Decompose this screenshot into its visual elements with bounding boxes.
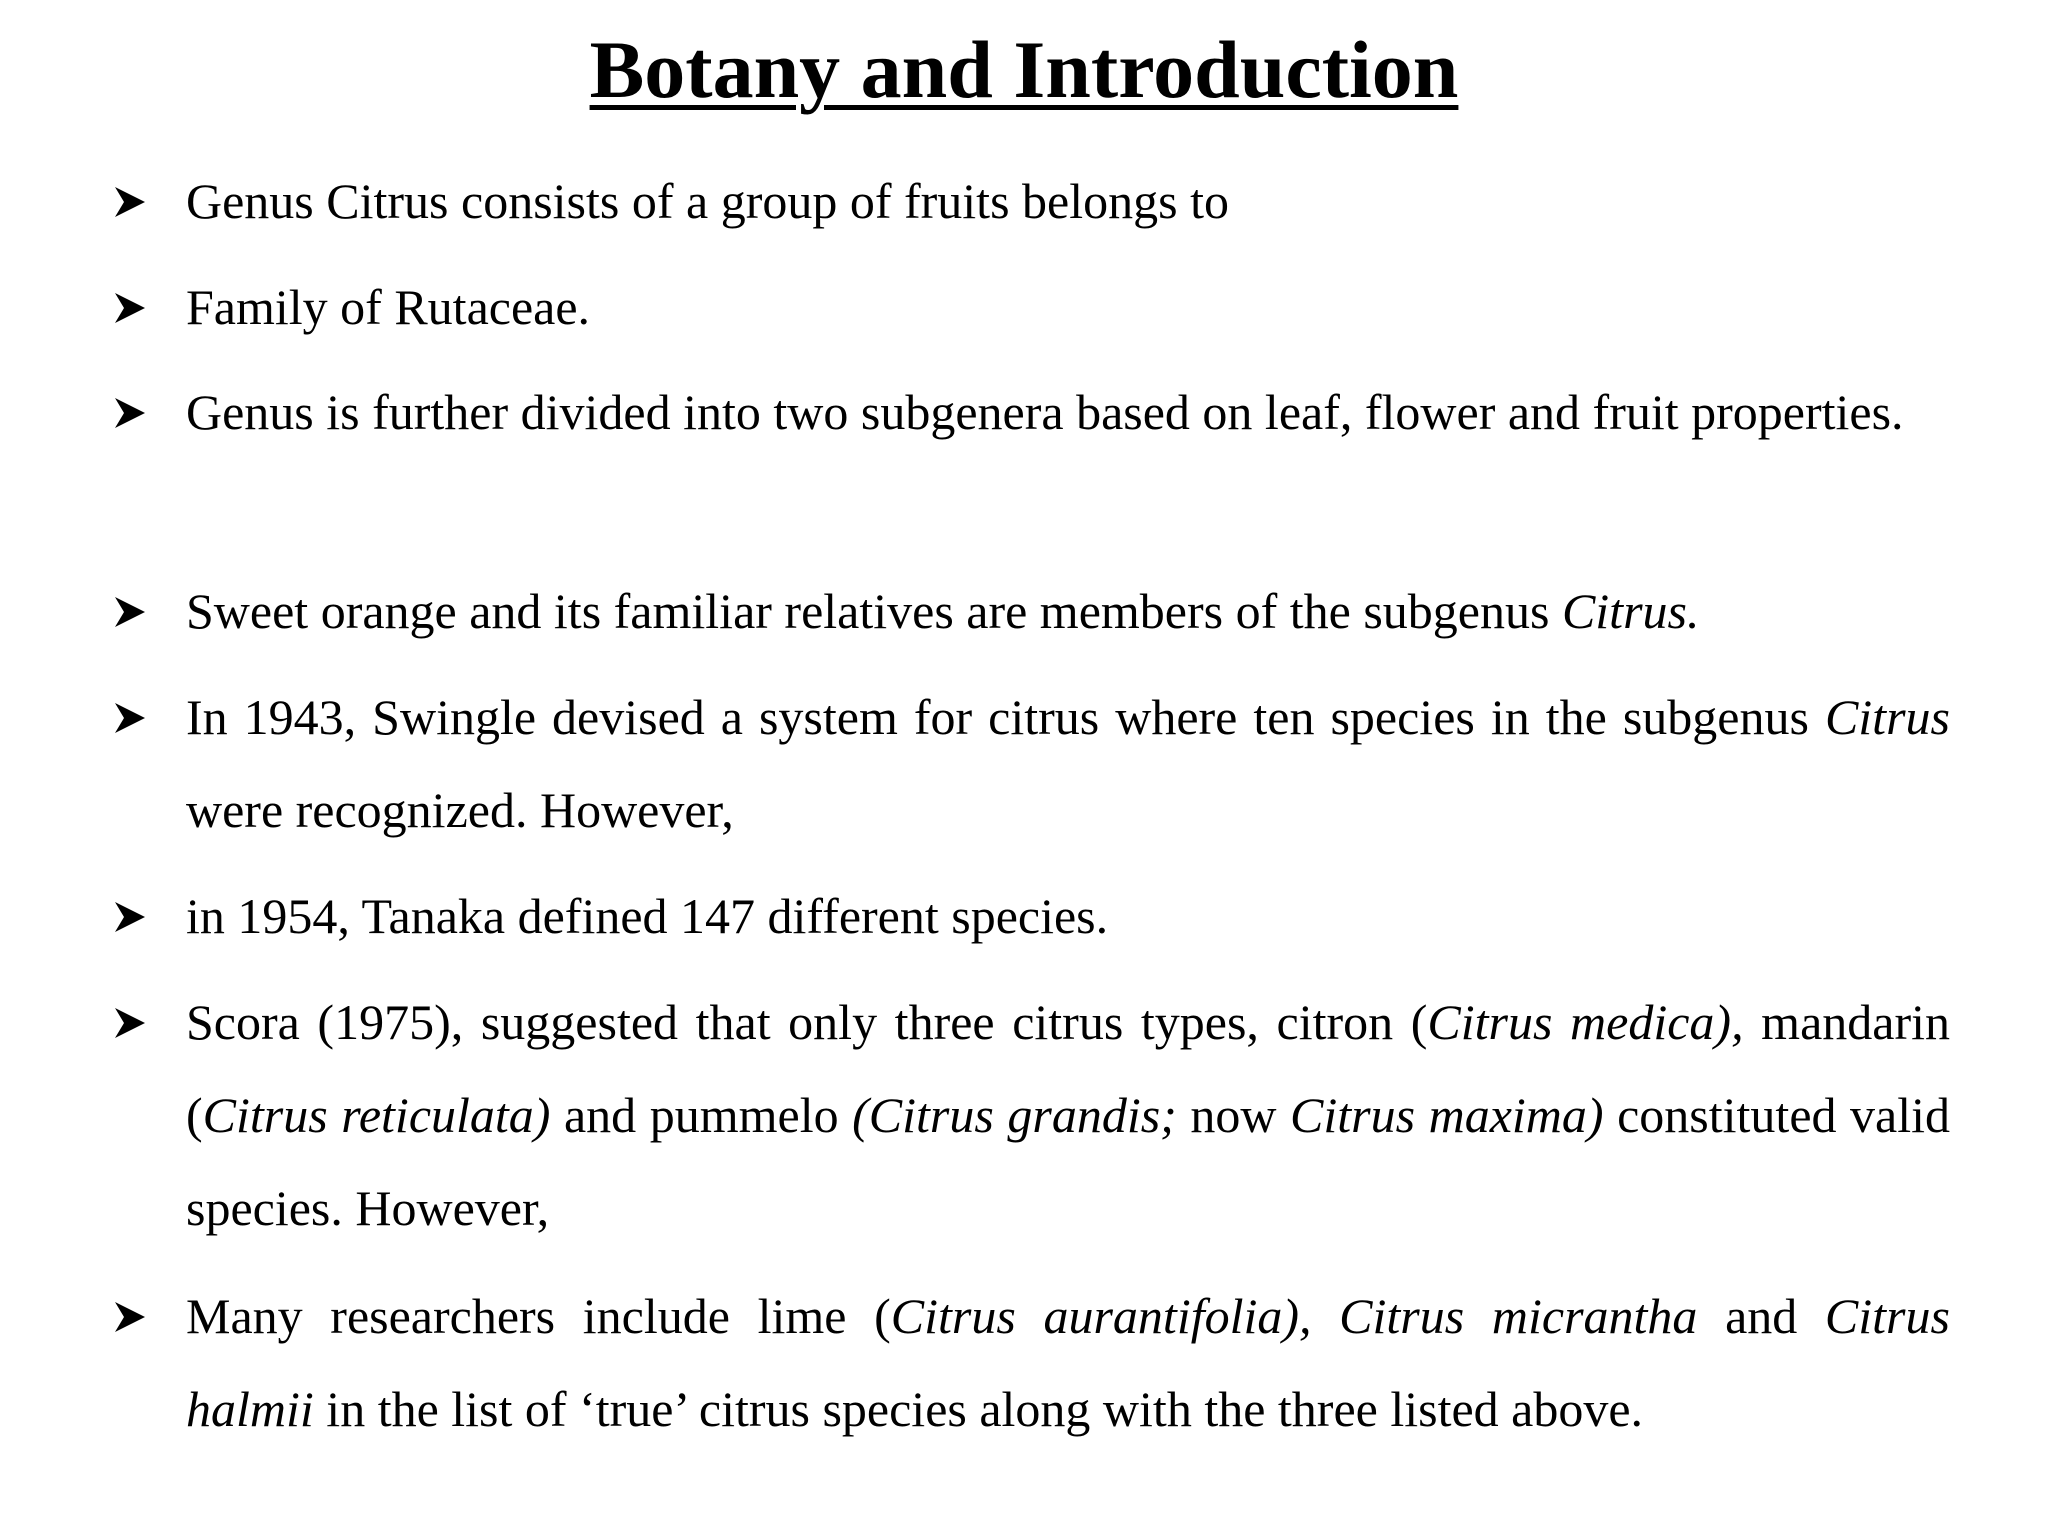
bullet-text (186, 155, 1950, 248)
text-run: were recognized. However, (186, 782, 734, 838)
text-run: Genus is further divided into two subgenera based on leaf, flower and fruit properties. (186, 384, 1904, 440)
italic-text-run: Citrus medica), (1427, 994, 1744, 1050)
text-run: in the list of ‘true’ citrus species along with the three listed above. (313, 1381, 1644, 1437)
text-run: constituted valid species. However, (186, 1087, 1951, 1236)
italic-text-run: Citrus reticulata) (202, 1087, 551, 1143)
italic-text-run: Citrus. (1561, 583, 1700, 639)
text-run: Many researchers include lime ( (186, 1288, 891, 1344)
text-run: in 1954, Tanaka defined 147 different species. (186, 888, 1109, 944)
text-run: Sweet orange and its familiar relatives are members of the subgenus (186, 583, 1562, 639)
bullet-text (186, 870, 1950, 963)
italic-text-run: Citrus (1824, 689, 1950, 745)
bullet-text (186, 671, 1950, 857)
arrowhead-bullet-icon (110, 366, 150, 459)
italic-text-run: (Citrus grandis; (852, 1087, 1177, 1143)
text-run: and (1697, 1288, 1825, 1344)
bullet-text (186, 976, 1950, 1255)
arrowhead-bullet-icon (110, 870, 150, 963)
text-run: Scora (1975), suggested that only three citrus types, citron ( (186, 994, 1428, 1050)
arrowhead-bullet-icon (110, 565, 150, 658)
arrowhead-bullet-icon (110, 155, 150, 248)
text-run: Family of Rutaceae. (186, 279, 591, 335)
text-run: now (1176, 1087, 1291, 1143)
bullet-text (186, 261, 1950, 354)
text-run: In 1943, Swingle devised a system for citrus where ten species in the subgenus (186, 689, 1825, 745)
italic-text-run: Citrus halmii (186, 1288, 1950, 1437)
text-run: mandarin ( (186, 994, 1950, 1143)
arrowhead-bullet-icon (110, 1270, 150, 1363)
slide-title-text: Botany and Introduction (589, 24, 1459, 115)
text-run: and pummelo (550, 1087, 853, 1143)
arrowhead-bullet-icon (110, 261, 150, 354)
arrowhead-bullet-icon (110, 671, 150, 764)
bullet-text (186, 366, 1950, 459)
bullet-text (186, 565, 1950, 658)
text-run: Genus Citrus consists of a group of fruits belongs to (186, 173, 1229, 229)
arrowhead-bullet-icon (110, 976, 150, 1069)
bullet-text (186, 1270, 1950, 1456)
italic-text-run: Citrus maxima) (1290, 1087, 1604, 1143)
italic-text-run: Citrus aurantifolia), Citrus micrantha (890, 1288, 1698, 1344)
